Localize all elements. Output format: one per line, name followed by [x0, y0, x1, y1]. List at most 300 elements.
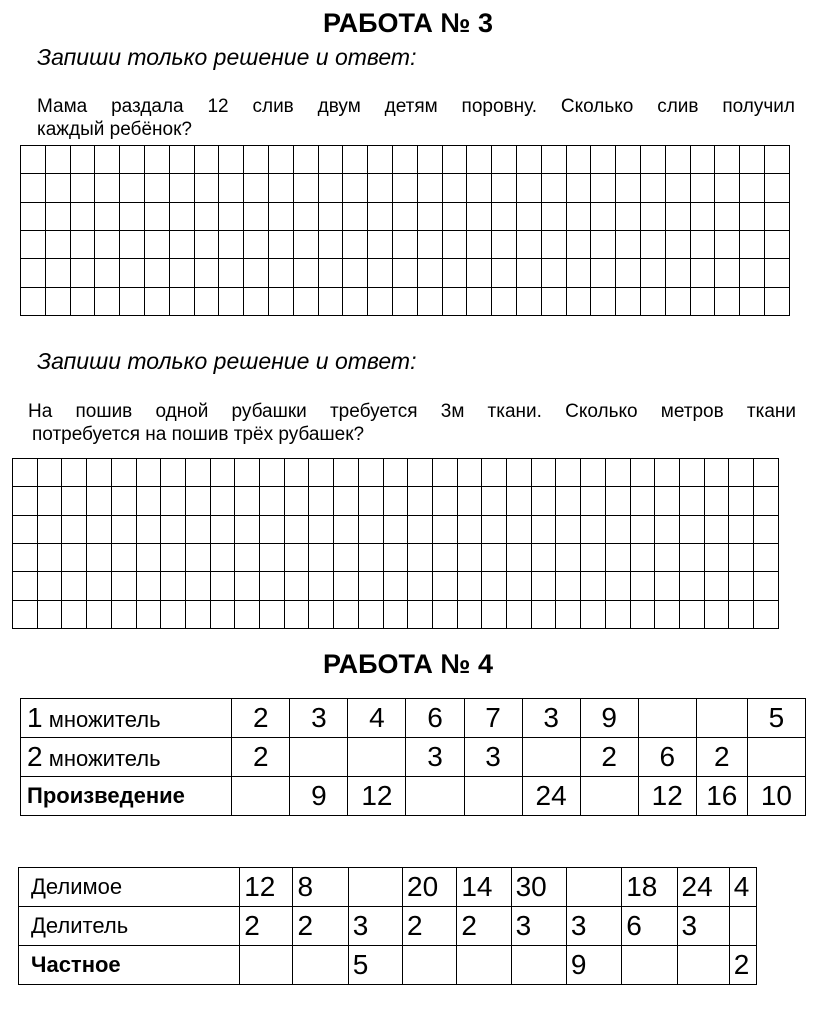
grid-cell[interactable]: [45, 287, 70, 315]
grid-cell[interactable]: [194, 146, 219, 174]
grid-cell[interactable]: [507, 600, 532, 628]
grid-cell[interactable]: [368, 287, 393, 315]
grid-cell[interactable]: [343, 202, 368, 230]
grid-cell[interactable]: [679, 515, 704, 543]
grid-cell[interactable]: [616, 202, 641, 230]
grid-cell[interactable]: [665, 230, 690, 258]
grid-cell[interactable]: [368, 202, 393, 230]
grid-cell[interactable]: [531, 459, 556, 487]
table-cell[interactable]: 4: [348, 699, 406, 738]
grid-cell[interactable]: [408, 572, 433, 600]
grid-cell[interactable]: [729, 600, 754, 628]
grid-cell[interactable]: [392, 259, 417, 287]
grid-cell[interactable]: [640, 202, 665, 230]
grid-cell[interactable]: [754, 459, 779, 487]
grid-cell[interactable]: [343, 287, 368, 315]
grid-cell[interactable]: [37, 515, 62, 543]
grid-cell[interactable]: [95, 174, 120, 202]
grid-cell[interactable]: [630, 543, 655, 571]
grid-cell[interactable]: [219, 174, 244, 202]
grid-cell[interactable]: [556, 600, 581, 628]
table-cell[interactable]: [403, 946, 457, 985]
grid-cell[interactable]: [665, 202, 690, 230]
table-cell[interactable]: [511, 946, 566, 985]
table-cell[interactable]: 2: [232, 699, 290, 738]
grid-cell[interactable]: [284, 572, 309, 600]
grid-cell[interactable]: [665, 146, 690, 174]
grid-cell[interactable]: [566, 230, 591, 258]
grid-cell[interactable]: [144, 287, 169, 315]
grid-cell[interactable]: [467, 230, 492, 258]
grid-cell[interactable]: [467, 202, 492, 230]
table-cell[interactable]: 5: [348, 946, 402, 985]
grid-cell[interactable]: [566, 202, 591, 230]
grid-cell[interactable]: [368, 259, 393, 287]
table-cell[interactable]: 2: [232, 738, 290, 777]
grid-cell[interactable]: [268, 202, 293, 230]
grid-cell[interactable]: [334, 543, 359, 571]
grid-cell[interactable]: [417, 259, 442, 287]
table-cell[interactable]: 2: [696, 738, 747, 777]
grid-cell[interactable]: [591, 287, 616, 315]
grid-cell[interactable]: [655, 600, 680, 628]
grid-cell[interactable]: [457, 515, 482, 543]
grid-cell[interactable]: [715, 230, 740, 258]
grid-cell[interactable]: [432, 515, 457, 543]
grid-cell[interactable]: [144, 174, 169, 202]
grid-cell[interactable]: [492, 146, 517, 174]
grid-cell[interactable]: [194, 174, 219, 202]
table-cell[interactable]: 12: [348, 777, 406, 816]
grid-cell[interactable]: [293, 202, 318, 230]
grid-cell[interactable]: [185, 459, 210, 487]
table-cell[interactable]: [232, 777, 290, 816]
grid-cell[interactable]: [383, 487, 408, 515]
grid-cell[interactable]: [318, 287, 343, 315]
grid-cell[interactable]: [605, 600, 630, 628]
grid-cell[interactable]: [343, 230, 368, 258]
grid-cell[interactable]: [70, 287, 95, 315]
table-cell[interactable]: [293, 946, 348, 985]
grid-cell[interactable]: [185, 515, 210, 543]
grid-cell[interactable]: [655, 515, 680, 543]
grid-cell[interactable]: [111, 543, 136, 571]
grid-cell[interactable]: [690, 287, 715, 315]
table-cell[interactable]: 6: [622, 907, 677, 946]
grid-cell[interactable]: [715, 202, 740, 230]
grid-cell[interactable]: [492, 287, 517, 315]
grid-cell[interactable]: [591, 202, 616, 230]
grid-cell[interactable]: [161, 543, 186, 571]
table-cell[interactable]: 16: [696, 777, 747, 816]
table-cell[interactable]: 9: [290, 777, 348, 816]
table-cell[interactable]: 4: [729, 868, 756, 907]
grid-cell[interactable]: [334, 572, 359, 600]
grid-cell[interactable]: [268, 146, 293, 174]
table-cell[interactable]: 2: [729, 946, 756, 985]
grid-cell[interactable]: [541, 287, 566, 315]
grid-cell[interactable]: [95, 287, 120, 315]
grid-cell[interactable]: [392, 146, 417, 174]
grid-cell[interactable]: [21, 174, 46, 202]
grid-cell[interactable]: [70, 146, 95, 174]
grid-cell[interactable]: [392, 174, 417, 202]
table-cell[interactable]: 14: [457, 868, 511, 907]
grid-cell[interactable]: [120, 259, 145, 287]
table-cell[interactable]: [729, 907, 756, 946]
grid-cell[interactable]: [235, 459, 260, 487]
answer-grid-2[interactable]: [12, 458, 779, 629]
grid-cell[interactable]: [507, 572, 532, 600]
grid-cell[interactable]: [111, 515, 136, 543]
grid-cell[interactable]: [260, 572, 285, 600]
table-cell[interactable]: [406, 777, 464, 816]
grid-cell[interactable]: [268, 174, 293, 202]
grid-cell[interactable]: [293, 287, 318, 315]
grid-cell[interactable]: [62, 572, 87, 600]
grid-cell[interactable]: [581, 515, 606, 543]
grid-cell[interactable]: [417, 146, 442, 174]
grid-cell[interactable]: [556, 487, 581, 515]
grid-cell[interactable]: [417, 174, 442, 202]
grid-cell[interactable]: [111, 487, 136, 515]
grid-cell[interactable]: [62, 543, 87, 571]
grid-cell[interactable]: [655, 572, 680, 600]
grid-cell[interactable]: [318, 230, 343, 258]
grid-cell[interactable]: [605, 459, 630, 487]
grid-cell[interactable]: [679, 459, 704, 487]
grid-cell[interactable]: [679, 600, 704, 628]
grid-cell[interactable]: [482, 459, 507, 487]
grid-cell[interactable]: [358, 515, 383, 543]
grid-cell[interactable]: [318, 202, 343, 230]
grid-cell[interactable]: [492, 230, 517, 258]
grid-cell[interactable]: [556, 543, 581, 571]
grid-cell[interactable]: [318, 146, 343, 174]
grid-cell[interactable]: [62, 600, 87, 628]
grid-cell[interactable]: [169, 146, 194, 174]
grid-cell[interactable]: [62, 487, 87, 515]
grid-cell[interactable]: [95, 202, 120, 230]
table-cell[interactable]: 24: [677, 868, 729, 907]
grid-cell[interactable]: [185, 600, 210, 628]
grid-cell[interactable]: [507, 487, 532, 515]
grid-cell[interactable]: [219, 230, 244, 258]
grid-cell[interactable]: [640, 287, 665, 315]
grid-cell[interactable]: [690, 146, 715, 174]
grid-cell[interactable]: [383, 543, 408, 571]
grid-cell[interactable]: [87, 459, 112, 487]
grid-cell[interactable]: [704, 543, 729, 571]
grid-cell[interactable]: [442, 202, 467, 230]
grid-cell[interactable]: [169, 287, 194, 315]
grid-cell[interactable]: [169, 230, 194, 258]
grid-cell[interactable]: [467, 259, 492, 287]
grid-cell[interactable]: [581, 600, 606, 628]
table-cell[interactable]: [522, 738, 580, 777]
grid-cell[interactable]: [715, 287, 740, 315]
grid-cell[interactable]: [655, 543, 680, 571]
grid-cell[interactable]: [260, 487, 285, 515]
grid-cell[interactable]: [516, 146, 541, 174]
grid-cell[interactable]: [244, 287, 269, 315]
grid-cell[interactable]: [136, 515, 161, 543]
grid-cell[interactable]: [630, 572, 655, 600]
table-cell[interactable]: 7: [464, 699, 522, 738]
grid-cell[interactable]: [62, 459, 87, 487]
grid-cell[interactable]: [194, 230, 219, 258]
table-cell[interactable]: [677, 946, 729, 985]
grid-cell[interactable]: [309, 459, 334, 487]
grid-cell[interactable]: [640, 259, 665, 287]
grid-cell[interactable]: [417, 202, 442, 230]
grid-cell[interactable]: [690, 230, 715, 258]
grid-cell[interactable]: [318, 174, 343, 202]
grid-cell[interactable]: [284, 600, 309, 628]
grid-cell[interactable]: [616, 287, 641, 315]
grid-cell[interactable]: [516, 174, 541, 202]
grid-cell[interactable]: [507, 515, 532, 543]
grid-cell[interactable]: [754, 543, 779, 571]
grid-cell[interactable]: [45, 174, 70, 202]
grid-cell[interactable]: [284, 515, 309, 543]
grid-cell[interactable]: [704, 487, 729, 515]
grid-cell[interactable]: [492, 259, 517, 287]
grid-cell[interactable]: [219, 287, 244, 315]
table-cell[interactable]: 3: [406, 738, 464, 777]
grid-cell[interactable]: [284, 543, 309, 571]
grid-cell[interactable]: [219, 259, 244, 287]
table-cell[interactable]: 2: [403, 907, 457, 946]
grid-cell[interactable]: [482, 487, 507, 515]
grid-cell[interactable]: [62, 515, 87, 543]
grid-cell[interactable]: [358, 572, 383, 600]
grid-cell[interactable]: [715, 259, 740, 287]
table-cell[interactable]: 2: [580, 738, 638, 777]
grid-cell[interactable]: [432, 459, 457, 487]
grid-cell[interactable]: [616, 174, 641, 202]
grid-cell[interactable]: [442, 174, 467, 202]
grid-cell[interactable]: [408, 515, 433, 543]
grid-cell[interactable]: [729, 543, 754, 571]
grid-cell[interactable]: [630, 459, 655, 487]
grid-cell[interactable]: [21, 259, 46, 287]
grid-cell[interactable]: [244, 146, 269, 174]
table-cell[interactable]: [566, 868, 621, 907]
grid-cell[interactable]: [581, 487, 606, 515]
grid-cell[interactable]: [358, 487, 383, 515]
grid-cell[interactable]: [679, 572, 704, 600]
grid-cell[interactable]: [740, 202, 765, 230]
grid-cell[interactable]: [13, 543, 38, 571]
grid-cell[interactable]: [309, 600, 334, 628]
grid-cell[interactable]: [690, 174, 715, 202]
table-cell[interactable]: 3: [522, 699, 580, 738]
grid-cell[interactable]: [45, 259, 70, 287]
grid-cell[interactable]: [185, 487, 210, 515]
grid-cell[interactable]: [541, 174, 566, 202]
table-cell[interactable]: [638, 699, 696, 738]
grid-cell[interactable]: [764, 230, 789, 258]
table-cell[interactable]: 2: [240, 907, 293, 946]
grid-cell[interactable]: [136, 572, 161, 600]
grid-cell[interactable]: [591, 146, 616, 174]
grid-cell[interactable]: [21, 287, 46, 315]
table-cell[interactable]: 12: [638, 777, 696, 816]
grid-cell[interactable]: [87, 543, 112, 571]
grid-cell[interactable]: [144, 146, 169, 174]
grid-cell[interactable]: [161, 487, 186, 515]
grid-cell[interactable]: [457, 543, 482, 571]
grid-cell[interactable]: [630, 515, 655, 543]
grid-cell[interactable]: [392, 230, 417, 258]
grid-cell[interactable]: [87, 487, 112, 515]
grid-cell[interactable]: [309, 543, 334, 571]
grid-cell[interactable]: [318, 259, 343, 287]
table-cell[interactable]: 6: [406, 699, 464, 738]
grid-cell[interactable]: [45, 146, 70, 174]
grid-cell[interactable]: [334, 459, 359, 487]
grid-cell[interactable]: [210, 459, 235, 487]
grid-cell[interactable]: [740, 287, 765, 315]
grid-cell[interactable]: [45, 202, 70, 230]
grid-cell[interactable]: [541, 202, 566, 230]
grid-cell[interactable]: [432, 572, 457, 600]
grid-cell[interactable]: [591, 259, 616, 287]
grid-cell[interactable]: [591, 174, 616, 202]
grid-cell[interactable]: [566, 287, 591, 315]
grid-cell[interactable]: [566, 146, 591, 174]
grid-cell[interactable]: [21, 202, 46, 230]
grid-cell[interactable]: [605, 572, 630, 600]
grid-cell[interactable]: [309, 572, 334, 600]
grid-cell[interactable]: [235, 515, 260, 543]
table-cell[interactable]: 10: [747, 777, 805, 816]
grid-cell[interactable]: [467, 146, 492, 174]
grid-cell[interactable]: [740, 174, 765, 202]
grid-cell[interactable]: [640, 146, 665, 174]
grid-cell[interactable]: [334, 600, 359, 628]
grid-cell[interactable]: [210, 543, 235, 571]
grid-cell[interactable]: [120, 230, 145, 258]
grid-cell[interactable]: [704, 515, 729, 543]
grid-cell[interactable]: [442, 287, 467, 315]
grid-cell[interactable]: [70, 174, 95, 202]
grid-cell[interactable]: [630, 487, 655, 515]
grid-cell[interactable]: [293, 230, 318, 258]
grid-cell[interactable]: [95, 146, 120, 174]
grid-cell[interactable]: [640, 174, 665, 202]
grid-cell[interactable]: [95, 230, 120, 258]
grid-cell[interactable]: [70, 259, 95, 287]
grid-cell[interactable]: [95, 259, 120, 287]
grid-cell[interactable]: [260, 600, 285, 628]
grid-cell[interactable]: [111, 600, 136, 628]
grid-cell[interactable]: [194, 202, 219, 230]
grid-cell[interactable]: [161, 515, 186, 543]
table-cell[interactable]: [348, 738, 406, 777]
table-cell[interactable]: [240, 946, 293, 985]
grid-cell[interactable]: [111, 572, 136, 600]
grid-cell[interactable]: [616, 146, 641, 174]
table-cell[interactable]: 9: [566, 946, 621, 985]
grid-cell[interactable]: [729, 572, 754, 600]
grid-cell[interactable]: [194, 287, 219, 315]
grid-cell[interactable]: [161, 572, 186, 600]
grid-cell[interactable]: [235, 543, 260, 571]
table-cell[interactable]: 8: [293, 868, 348, 907]
grid-cell[interactable]: [531, 543, 556, 571]
grid-cell[interactable]: [764, 202, 789, 230]
grid-cell[interactable]: [729, 459, 754, 487]
grid-cell[interactable]: [169, 259, 194, 287]
grid-cell[interactable]: [442, 230, 467, 258]
grid-cell[interactable]: [293, 259, 318, 287]
grid-cell[interactable]: [87, 600, 112, 628]
grid-cell[interactable]: [37, 459, 62, 487]
table-cell[interactable]: 3: [464, 738, 522, 777]
grid-cell[interactable]: [219, 202, 244, 230]
grid-cell[interactable]: [442, 146, 467, 174]
grid-cell[interactable]: [194, 259, 219, 287]
grid-cell[interactable]: [37, 543, 62, 571]
grid-cell[interactable]: [432, 487, 457, 515]
grid-cell[interactable]: [492, 174, 517, 202]
table-cell[interactable]: 12: [240, 868, 293, 907]
table-cell[interactable]: [580, 777, 638, 816]
grid-cell[interactable]: [531, 600, 556, 628]
grid-cell[interactable]: [482, 572, 507, 600]
grid-cell[interactable]: [408, 459, 433, 487]
grid-cell[interactable]: [13, 572, 38, 600]
grid-cell[interactable]: [442, 259, 467, 287]
grid-cell[interactable]: [679, 543, 704, 571]
grid-cell[interactable]: [260, 543, 285, 571]
grid-cell[interactable]: [704, 572, 729, 600]
grid-cell[interactable]: [161, 459, 186, 487]
grid-cell[interactable]: [764, 146, 789, 174]
grid-cell[interactable]: [284, 487, 309, 515]
grid-cell[interactable]: [729, 515, 754, 543]
grid-cell[interactable]: [136, 487, 161, 515]
grid-cell[interactable]: [467, 174, 492, 202]
table-cell[interactable]: 3: [677, 907, 729, 946]
grid-cell[interactable]: [482, 600, 507, 628]
grid-cell[interactable]: [268, 230, 293, 258]
grid-cell[interactable]: [309, 515, 334, 543]
grid-cell[interactable]: [383, 459, 408, 487]
grid-cell[interactable]: [616, 259, 641, 287]
grid-cell[interactable]: [566, 174, 591, 202]
grid-cell[interactable]: [516, 202, 541, 230]
grid-cell[interactable]: [13, 459, 38, 487]
grid-cell[interactable]: [556, 572, 581, 600]
table-cell[interactable]: 2: [293, 907, 348, 946]
grid-cell[interactable]: [605, 487, 630, 515]
grid-cell[interactable]: [740, 259, 765, 287]
grid-cell[interactable]: [581, 459, 606, 487]
grid-cell[interactable]: [704, 600, 729, 628]
grid-cell[interactable]: [754, 600, 779, 628]
table-cell[interactable]: 24: [522, 777, 580, 816]
grid-cell[interactable]: [516, 230, 541, 258]
grid-cell[interactable]: [383, 600, 408, 628]
grid-cell[interactable]: [144, 230, 169, 258]
grid-cell[interactable]: [144, 259, 169, 287]
grid-cell[interactable]: [358, 543, 383, 571]
grid-cell[interactable]: [408, 600, 433, 628]
grid-cell[interactable]: [432, 543, 457, 571]
